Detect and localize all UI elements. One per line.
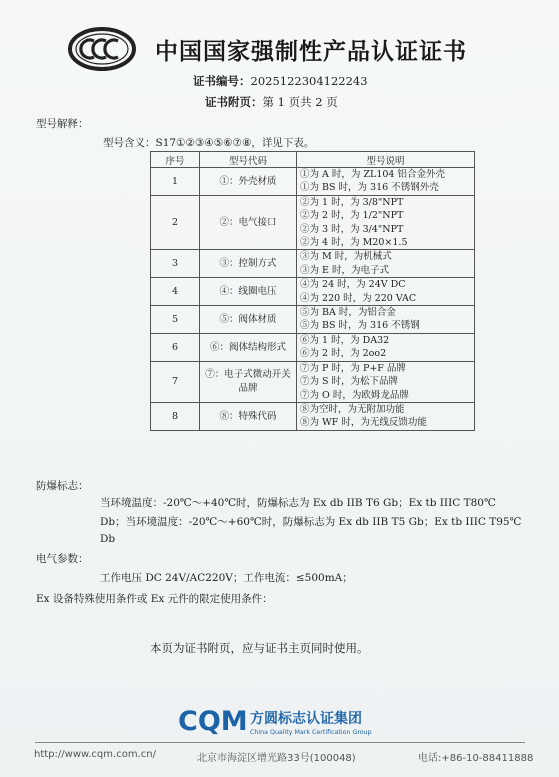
description-line: ②为 4 时，为 M20×1.5 [300,237,408,249]
description-line: ⑦为 O 时，为欧姆龙品牌 [300,389,409,401]
certificate-number [193,73,368,89]
description-line: ⑧为 WF 时，为无线反馈功能 [300,417,427,429]
description-line: ①为 BS 时，为 316 不锈钢外壳 [300,182,439,194]
description-line: ②为 2 时，为 1/2"NPT [300,210,404,222]
table-row [151,168,475,196]
certificate-title: 中国国家强制性产品认证证书 [155,38,467,65]
model-spec-table [150,151,475,431]
annex-value: 第 1 页共 2 页 [262,95,338,109]
footer-phone: 电话:+86-10-88411888 [418,753,534,764]
description-line: ⑥为 1 时，为 DA32 [300,334,390,346]
row-number: 7 [151,361,200,402]
description-line: ③为 E 时，为电子式 [300,264,389,276]
description-line: ①为 A 时，为 ZL104 铝合金外壳 [300,169,445,180]
ccc-mark-logo [68,27,136,71]
table-row [151,250,475,278]
footer-divider [35,742,525,743]
description-line: ⑥为 2 时，为 2oo2 [300,348,387,360]
row-code: ③：控制方式 [200,250,297,278]
row-number: 8 [151,402,200,430]
description-line: ⑦为 P 时，为 P+F 品牌 [300,362,406,374]
row-description [297,333,475,361]
description-line: ③为 M 时，为机械式 [300,251,392,263]
ex-marking-line-3: Db [100,533,116,545]
electrical-label: 电气参数： [36,553,89,565]
annex-label: 证书附页： [205,95,263,109]
row-number: 1 [151,168,200,196]
row-code: ⑥：阀体结构形式 [200,333,297,361]
header-no: 序号 [151,152,200,168]
table-row [151,402,475,430]
description-line: ④为 220 时，为 220 VAC [300,292,417,304]
electrical-params: 工作电压 DC 24V/AC220V；工作电流：≤500mA； [100,572,353,584]
annex-page-info [205,94,338,110]
ex-marking-line-2: Db；当环境温度：-20℃～+60℃时，防爆标志为 Ex db IIB T5 Gb；Ex tb IIIC T95℃ [100,516,522,528]
annex-usage-note: 本页为证书附页，应与证书主页同时使用。 [150,641,369,655]
row-description [297,168,475,196]
description-line: ④为 24 时，为 24V DC [300,279,406,291]
table-row [151,333,475,361]
header-code: 型号代码 [200,152,297,168]
model-meaning: 型号含义：S17①②③④⑤⑥⑦⑧，详见下表。 [103,137,315,149]
row-code: ⑤：阀体材质 [200,306,297,334]
ex-marking-line-1: 当环境温度：-20℃～+40℃时，防爆标志为 Ex db IIB T6 Gb；Ex tb IIIC T80℃ [100,497,496,509]
row-description [297,361,475,402]
row-number: 2 [151,195,200,250]
description-line: ②为 1 时，为 3/8"NPT [300,196,404,208]
row-description [297,195,475,250]
table-row [151,306,475,334]
certificate-number-value: 2025122304122243 [250,74,368,88]
row-description [297,402,475,430]
table-row [151,278,475,306]
header-desc: 型号说明 [297,152,475,168]
row-number: 5 [151,306,200,334]
table-header-row [151,152,475,168]
cqm-logo-text: CQM [178,706,248,737]
row-description [297,278,475,306]
description-line: ②为 3 时，为 3/4"NPT [300,223,404,235]
cqm-name-cn: 方圆标志认证集团 [250,711,362,727]
ex-marking-label: 防爆标志： [36,480,89,492]
row-description [297,306,475,334]
footer-website[interactable]: http://www.cqm.com.cn/ [34,749,156,760]
model-section-label: 型号解释： [36,118,89,130]
certificate-number-label: 证书编号： [193,74,251,88]
description-line: ⑤为 BS 时，为 316 不锈钢 [300,320,420,332]
row-code: ②：电气接口 [200,195,297,250]
row-code: ④：线圈电压 [200,278,297,306]
row-code: ⑧：特殊代码 [200,402,297,430]
description-line: ⑤为 BA 时，为铝合金 [300,307,396,319]
description-line: ⑦为 S 时，为松下品牌 [300,376,399,388]
table-row [151,361,475,402]
row-number: 6 [151,333,200,361]
row-number: 3 [151,250,200,278]
special-conditions: Ex 设备特殊使用条件或 Ex 元件的限定使用条件： [36,593,273,605]
cqm-brand-logo [178,702,383,740]
row-number: 4 [151,278,200,306]
description-line: ⑧为空时，为无附加功能 [300,403,405,415]
footer-address: 北京市海淀区增光路33号(100048) [197,753,356,764]
row-code: ①：外壳材质 [200,168,297,196]
row-description [297,250,475,278]
table-row [151,195,475,250]
cqm-name-en: China Quality Mark Certification Group [250,729,372,736]
row-code: ⑦：电子式微动开关品牌 [200,361,297,402]
